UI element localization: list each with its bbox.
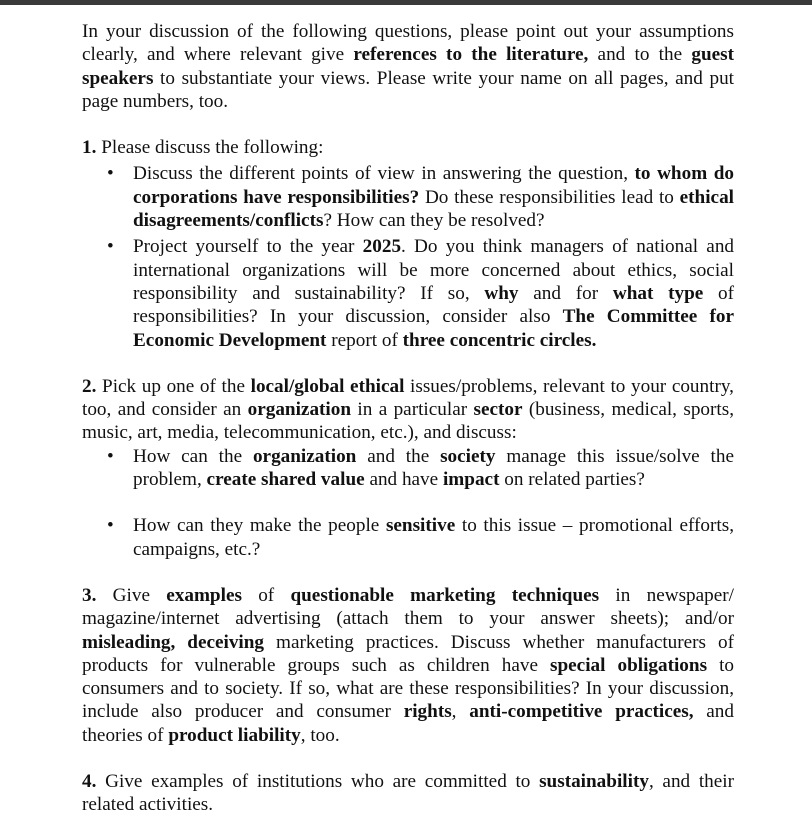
question-1-bullet-2 bbox=[82, 235, 734, 351]
bold-text-run: sensitive bbox=[385, 515, 456, 537]
bold-text-run: three concentric circles. bbox=[402, 329, 597, 351]
text-run: and theories of bbox=[82, 701, 734, 746]
bold-text-run: rights bbox=[403, 701, 452, 723]
text-run: In your discussion of the following questions, please point out your assumptions clearly, and where relevant give bbox=[82, 21, 734, 66]
bullet-icon: • bbox=[107, 236, 114, 258]
question-2 bbox=[82, 375, 734, 561]
text-run: Please discuss the following: bbox=[96, 137, 324, 159]
question-2-bullet-2-text bbox=[133, 515, 734, 559]
question-1-heading bbox=[82, 136, 734, 159]
bold-text-run: 3. bbox=[82, 584, 97, 606]
text-run: on related parties? bbox=[499, 469, 645, 491]
text-run: , too. bbox=[300, 724, 340, 746]
text-run: Project yourself to the year bbox=[133, 236, 363, 258]
text-run: and to the bbox=[588, 44, 692, 66]
bold-text-run: local/global ethical bbox=[250, 375, 405, 397]
text-run: of bbox=[241, 584, 291, 606]
text-run: report of bbox=[326, 329, 403, 351]
text-run: and have bbox=[364, 469, 443, 491]
bold-text-run: 4. bbox=[82, 771, 97, 793]
text-run: (business, medical, sports, music, art, media, telecommunication, etc.), and discuss: bbox=[82, 399, 734, 444]
text-run: in newspaper/ magazine/internet advertising (attach them to your answer sheets); and/or bbox=[82, 584, 734, 630]
question-2-bullet-1-text bbox=[133, 446, 734, 490]
bold-text-run: organization bbox=[252, 445, 357, 467]
text-run: , and their related activities. bbox=[82, 771, 734, 816]
question-2-bullet-1 bbox=[82, 445, 734, 492]
question-4 bbox=[82, 770, 734, 817]
text-run: Do these responsibilities lead to bbox=[419, 186, 680, 208]
bold-text-run: guest speakers bbox=[82, 44, 734, 89]
text-run: issues/problems, relevant to your country, too, and consider an bbox=[82, 375, 734, 421]
bullet-icon: • bbox=[107, 445, 114, 467]
bold-text-run: impact bbox=[442, 469, 500, 491]
text-run: How can the bbox=[133, 445, 253, 467]
intro-paragraph bbox=[82, 20, 734, 113]
bold-text-run: references to the literature, bbox=[353, 44, 589, 66]
question-3 bbox=[82, 584, 734, 747]
bullet-icon: • bbox=[107, 163, 114, 185]
text-run: Give bbox=[96, 584, 167, 606]
bold-text-run: what type bbox=[612, 282, 704, 304]
bold-text-run: to whom do corporations have responsibilities? bbox=[133, 163, 734, 208]
bold-text-run: sustainability bbox=[539, 771, 649, 793]
bold-text-run: ethical disagreements/conflicts bbox=[133, 186, 734, 232]
bold-text-run: product liability bbox=[168, 724, 301, 746]
window-top-edge bbox=[0, 0, 812, 5]
question-2-bullet-2 bbox=[82, 514, 734, 561]
bold-text-run: anti-competitive practices, bbox=[469, 701, 694, 723]
bullet-icon: • bbox=[107, 515, 114, 537]
bold-text-run: special obligations bbox=[550, 654, 708, 676]
text-run: Give examples of institutions who are committed to bbox=[96, 771, 540, 793]
bold-text-run: sector bbox=[473, 399, 523, 421]
text-run: manage this issue/solve the problem, bbox=[133, 445, 734, 491]
bold-text-run: society bbox=[440, 445, 496, 467]
question-2-bullets bbox=[82, 445, 734, 561]
text-run: to this issue – promotional efforts, campaigns, etc.? bbox=[133, 515, 734, 560]
bold-text-run: The Committee for Economic Development bbox=[133, 306, 734, 351]
text-run: to consumers and to society. If so, what are these responsibilities? In your discussion, include also producer and consumer bbox=[82, 654, 734, 723]
text-run: and the bbox=[356, 445, 441, 467]
question-1-bullet-1-text bbox=[133, 163, 734, 231]
question-1-bullets bbox=[82, 162, 734, 351]
text-run: in a particular bbox=[351, 399, 474, 421]
text-run: . Do you think managers of national and international organizations will be more concerned about ethics, social responsibility and sustainability? If so, bbox=[133, 236, 735, 304]
text-run: Pick up one of the bbox=[96, 375, 251, 397]
bold-text-run: organization bbox=[247, 399, 352, 421]
text-run: to substantiate your views. Please write your name on all pages, and put page numbers, too. bbox=[82, 67, 734, 112]
bold-text-run: examples bbox=[166, 584, 242, 606]
text-run: and for bbox=[518, 282, 613, 304]
text-run: , bbox=[451, 701, 470, 723]
question-1-bullet-2-text bbox=[133, 236, 734, 350]
text-run: ? How can they be resolved? bbox=[323, 210, 545, 232]
text-run: marketing practices. Discuss whether manufacturers of products for vulnerable groups such as children have bbox=[82, 631, 734, 676]
bold-text-run: 2025 bbox=[362, 236, 402, 258]
text-run: How can they make the people bbox=[133, 515, 386, 537]
bold-text-run: 1. bbox=[82, 137, 97, 159]
text-run: of responsibilities? In your discussion, consider also bbox=[133, 282, 735, 328]
text-run: Discuss the different points of view in answering the question, bbox=[133, 163, 635, 185]
bold-text-run: why bbox=[484, 282, 519, 304]
question-1 bbox=[82, 136, 734, 352]
bold-text-run: misleading, deceiving bbox=[82, 631, 265, 653]
bold-text-run: create shared value bbox=[206, 469, 365, 491]
question-1-bullet-1 bbox=[82, 162, 734, 232]
document-page bbox=[82, 20, 734, 817]
bold-text-run: 2. bbox=[82, 375, 97, 397]
bold-text-run: questionable marketing techniques bbox=[290, 584, 600, 606]
question-2-heading bbox=[82, 375, 734, 445]
